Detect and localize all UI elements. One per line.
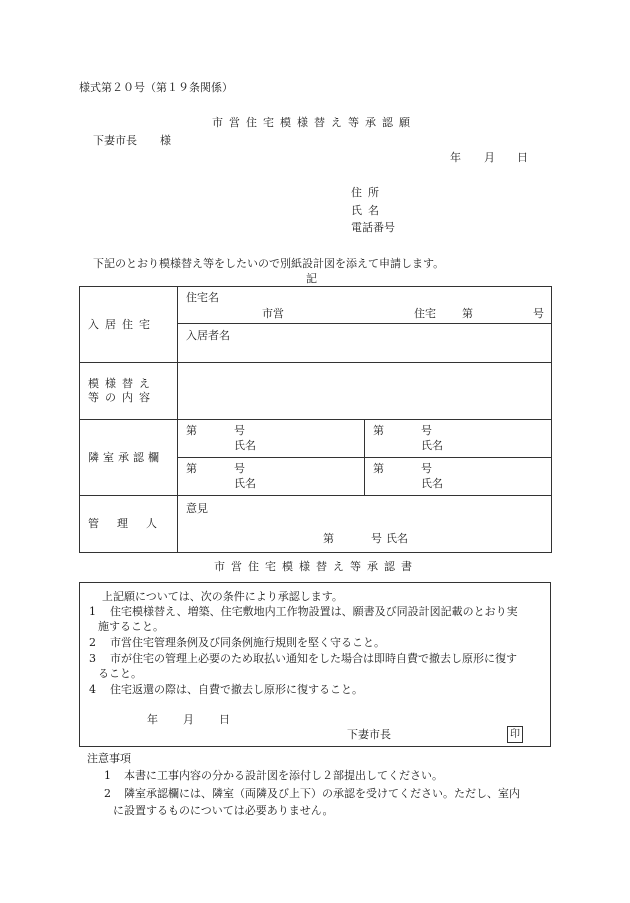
applicant-phone-label: 電話番号 <box>351 221 395 234</box>
applicant-address-label: 住所 <box>351 186 385 199</box>
row-neighbor-1 <box>80 420 552 458</box>
neighbor-dai-label: 第 <box>373 424 384 437</box>
seal-mark: 印 <box>507 726 523 743</box>
intro-text: 下記のとおり模様替え等をしたいので別紙設計図を添えて申請します。 <box>93 257 445 270</box>
condition-number: 3 <box>89 652 96 665</box>
housing-name-cell <box>178 287 552 324</box>
neighbor-cell <box>178 458 365 496</box>
condition-number: 4 <box>89 683 96 696</box>
condition-text: 住宅模様替え、増築、住宅敷地内工作物設置は、願書及び同設計図記載のとおり実 <box>110 605 518 618</box>
condition-text-cont: 施すること。 <box>98 620 164 633</box>
condition-text-cont: ること。 <box>98 667 142 680</box>
manager-opinion-label: 意見 <box>186 502 208 515</box>
date-year-label: 年 <box>450 151 461 164</box>
manager-label: 管理人 <box>88 517 175 531</box>
neighbor-go-label: 号 <box>421 462 432 475</box>
condition-number: 1 <box>89 605 96 618</box>
approval-title: 市営住宅模様替え等承認書 <box>214 560 418 573</box>
resident-name-cell <box>178 324 552 363</box>
page-title: 市営住宅模様替え等承認願 <box>212 116 416 129</box>
condition-text: 市が住宅の管理上必要のため取払い通知をした場合は即時自費で撤去し原形に復す <box>110 652 517 665</box>
neighbor-name-label: 氏名 <box>421 477 443 490</box>
remodel-label-line2: 等の内容 <box>88 391 156 404</box>
row-resident-housing <box>80 287 552 324</box>
remodel-label-line1: 模様替え <box>88 377 156 391</box>
note-text: 本書に工事内容の分かる設計図を添付し２部提出してください。 <box>124 769 443 782</box>
condition-text: 住宅返還の際は、自費で撤去し原形に復すること。 <box>110 683 363 696</box>
neighbor-name-label: 氏名 <box>234 439 256 452</box>
date-day-label: 日 <box>517 151 528 164</box>
application-table <box>79 286 552 553</box>
neighbor-go-label: 号 <box>421 424 432 437</box>
neighbor-cell <box>365 420 552 458</box>
manager-dai-label: 第 <box>323 532 334 545</box>
addressee-honorific: 様 <box>160 134 171 147</box>
row-remodel <box>80 363 552 420</box>
note-text-cont: に設置するものについては必要ありません。 <box>113 804 334 817</box>
approval-issuer: 下妻市長 <box>347 728 391 741</box>
resident-housing-label: 入居住宅 <box>88 317 156 331</box>
neighbor-dai-label: 第 <box>373 462 384 475</box>
jutaku-label: 住宅 <box>414 307 436 320</box>
neighbor-name-label: 氏名 <box>234 477 256 490</box>
form-number: 様式第２０号（第１９条関係） <box>79 81 233 94</box>
resident-name-label: 入居者名 <box>186 329 230 342</box>
condition-text: 市営住宅管理条例及び同条例施行規則を堅く守ること。 <box>110 636 385 649</box>
neighbor-cell <box>178 420 365 458</box>
manager-label-cell <box>80 496 178 553</box>
approval-date-year: 年 <box>147 713 158 726</box>
manager-go-label: 号 <box>371 532 382 545</box>
manager-name-label: 氏名 <box>386 532 408 545</box>
neighbor-go-label: 号 <box>234 424 245 437</box>
neighbor-go-label: 号 <box>234 462 245 475</box>
date-month-label: 月 <box>484 151 495 164</box>
manager-content-cell <box>178 496 552 553</box>
neighbor-label-cell <box>80 420 178 496</box>
remodel-content-cell <box>178 363 552 420</box>
condition-number: 2 <box>89 636 96 649</box>
applicant-name-label: 氏名 <box>351 204 385 217</box>
neighbor-dai-label: 第 <box>186 462 197 475</box>
neighbor-cell <box>365 458 552 496</box>
ki-label: 記 <box>306 272 317 285</box>
note-number: 1 <box>104 769 111 782</box>
note-text: 隣室承認欄には、隣室（両隣及び上下）の承認を受けてください。ただし、室内 <box>124 787 520 800</box>
note-number: 2 <box>104 787 111 800</box>
resident-housing-label-cell <box>80 287 178 363</box>
housing-name-label: 住宅名 <box>186 291 219 304</box>
row-manager <box>80 496 552 553</box>
addressee: 下妻市長 <box>93 134 137 147</box>
housing-go-label: 号 <box>533 307 544 320</box>
approval-intro: 上記願については、次の条件により承認します。 <box>102 590 343 603</box>
notes-heading: 注意事項 <box>87 752 131 765</box>
shiei-label: 市営 <box>262 307 284 320</box>
approval-date-day: 日 <box>219 713 230 726</box>
neighbor-label: 隣室承認欄 <box>88 450 163 464</box>
approval-date-month: 月 <box>183 713 194 726</box>
remodel-label-cell <box>80 363 178 420</box>
housing-dai-label: 第 <box>462 307 473 320</box>
neighbor-dai-label: 第 <box>186 424 197 437</box>
neighbor-name-label: 氏名 <box>421 439 443 452</box>
